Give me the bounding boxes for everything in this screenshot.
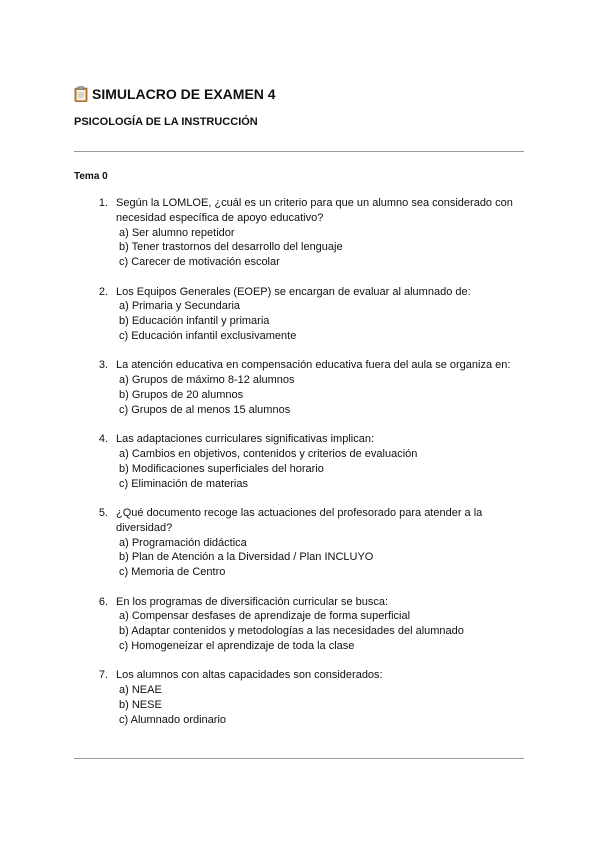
clipboard-icon xyxy=(74,86,88,102)
option-b: b) Tener trastornos del desarrollo del lenguaje xyxy=(119,241,343,254)
options-list xyxy=(116,447,417,491)
option-b: b) Educación infantil y primaria xyxy=(119,315,270,328)
option-b: b) Adaptar contenidos y metodologías a las necesidades del alumnado xyxy=(119,625,464,638)
option-a: a) Grupos de máximo 8-12 alumnos xyxy=(119,374,295,387)
options-list xyxy=(116,299,471,343)
option-b: b) Modificaciones superficiales del horario xyxy=(119,462,324,475)
section-title: Tema 0 xyxy=(74,171,108,182)
question-list xyxy=(88,196,518,742)
question-5 xyxy=(88,506,518,580)
page-title xyxy=(74,86,276,102)
question-6 xyxy=(88,595,518,654)
options-list xyxy=(116,226,518,270)
question-text: ¿Qué documento recoge las actuaciones del profesorado para atender a la diversidad? xyxy=(116,506,483,534)
question-text: Según la LOMLOE, ¿cuál es un criterio para que un alumno sea considerado con necesidad específica de apoyo educativo? xyxy=(116,197,513,224)
question-7 xyxy=(88,668,518,727)
option-c: c) Memoria de Centro xyxy=(119,566,226,579)
option-c: c) Educación infantil exclusivamente xyxy=(119,329,297,342)
options-list xyxy=(116,609,464,653)
option-a: a) Cambios en objetivos, contenidos y criterios de evaluación xyxy=(119,447,418,460)
question-number: 2. xyxy=(98,285,108,298)
option-c: c) Grupos de al menos 15 alumnos xyxy=(119,403,291,416)
question-text: Los Equipos Generales (EOEP) se encargan de evaluar al alumnado de: xyxy=(116,285,471,298)
question-text: Los alumnos con altas capacidades son considerados: xyxy=(116,669,383,682)
option-a: a) Programación didáctica xyxy=(119,536,247,549)
option-b: b) Plan de Atención a la Diversidad / Plan INCLUYO xyxy=(119,551,374,564)
question-number: 1. xyxy=(98,197,108,209)
options-list xyxy=(116,683,383,727)
option-b: b) NESE xyxy=(119,698,162,711)
question-text: En los programas de diversificación curricular se busca: xyxy=(116,595,389,608)
option-b: b) Grupos de 20 alumnos xyxy=(119,388,244,401)
option-a: a) Primaria y Secundaria xyxy=(119,300,241,313)
option-c: c) Eliminación de materias xyxy=(119,477,248,490)
question-number: 4. xyxy=(98,433,108,446)
title-text: SIMULACRO DE EXAMEN 4 xyxy=(92,86,276,102)
question-4 xyxy=(88,432,518,491)
question-text: Las adaptaciones curriculares significativas implican: xyxy=(116,433,375,446)
question-number: 6. xyxy=(98,595,108,608)
question-text: La atención educativa en compensación educativa fuera del aula se organiza en: xyxy=(116,359,511,372)
option-c: c) Homogeneizar el aprendizaje de toda la clase xyxy=(119,639,355,652)
subtitle: PSICOLOGÍA DE LA INSTRUCCIÓN xyxy=(74,116,258,128)
options-list xyxy=(116,536,518,580)
question-2 xyxy=(88,285,518,344)
question-number: 5. xyxy=(98,506,108,519)
question-1 xyxy=(88,196,518,270)
divider-top xyxy=(74,151,524,152)
option-c: c) Alumnado ordinario xyxy=(119,713,227,726)
divider-bottom xyxy=(74,758,524,759)
option-c: c) Carecer de motivación escolar xyxy=(119,256,280,269)
option-a: a) Compensar desfases de aprendizaje de forma superficial xyxy=(119,610,411,623)
option-a: a) NEAE xyxy=(119,684,162,697)
options-list xyxy=(116,373,510,417)
option-a: a) Ser alumno repetidor xyxy=(119,226,235,239)
question-number: 7. xyxy=(98,669,108,682)
question-3 xyxy=(88,358,518,417)
question-number: 3. xyxy=(98,359,108,372)
